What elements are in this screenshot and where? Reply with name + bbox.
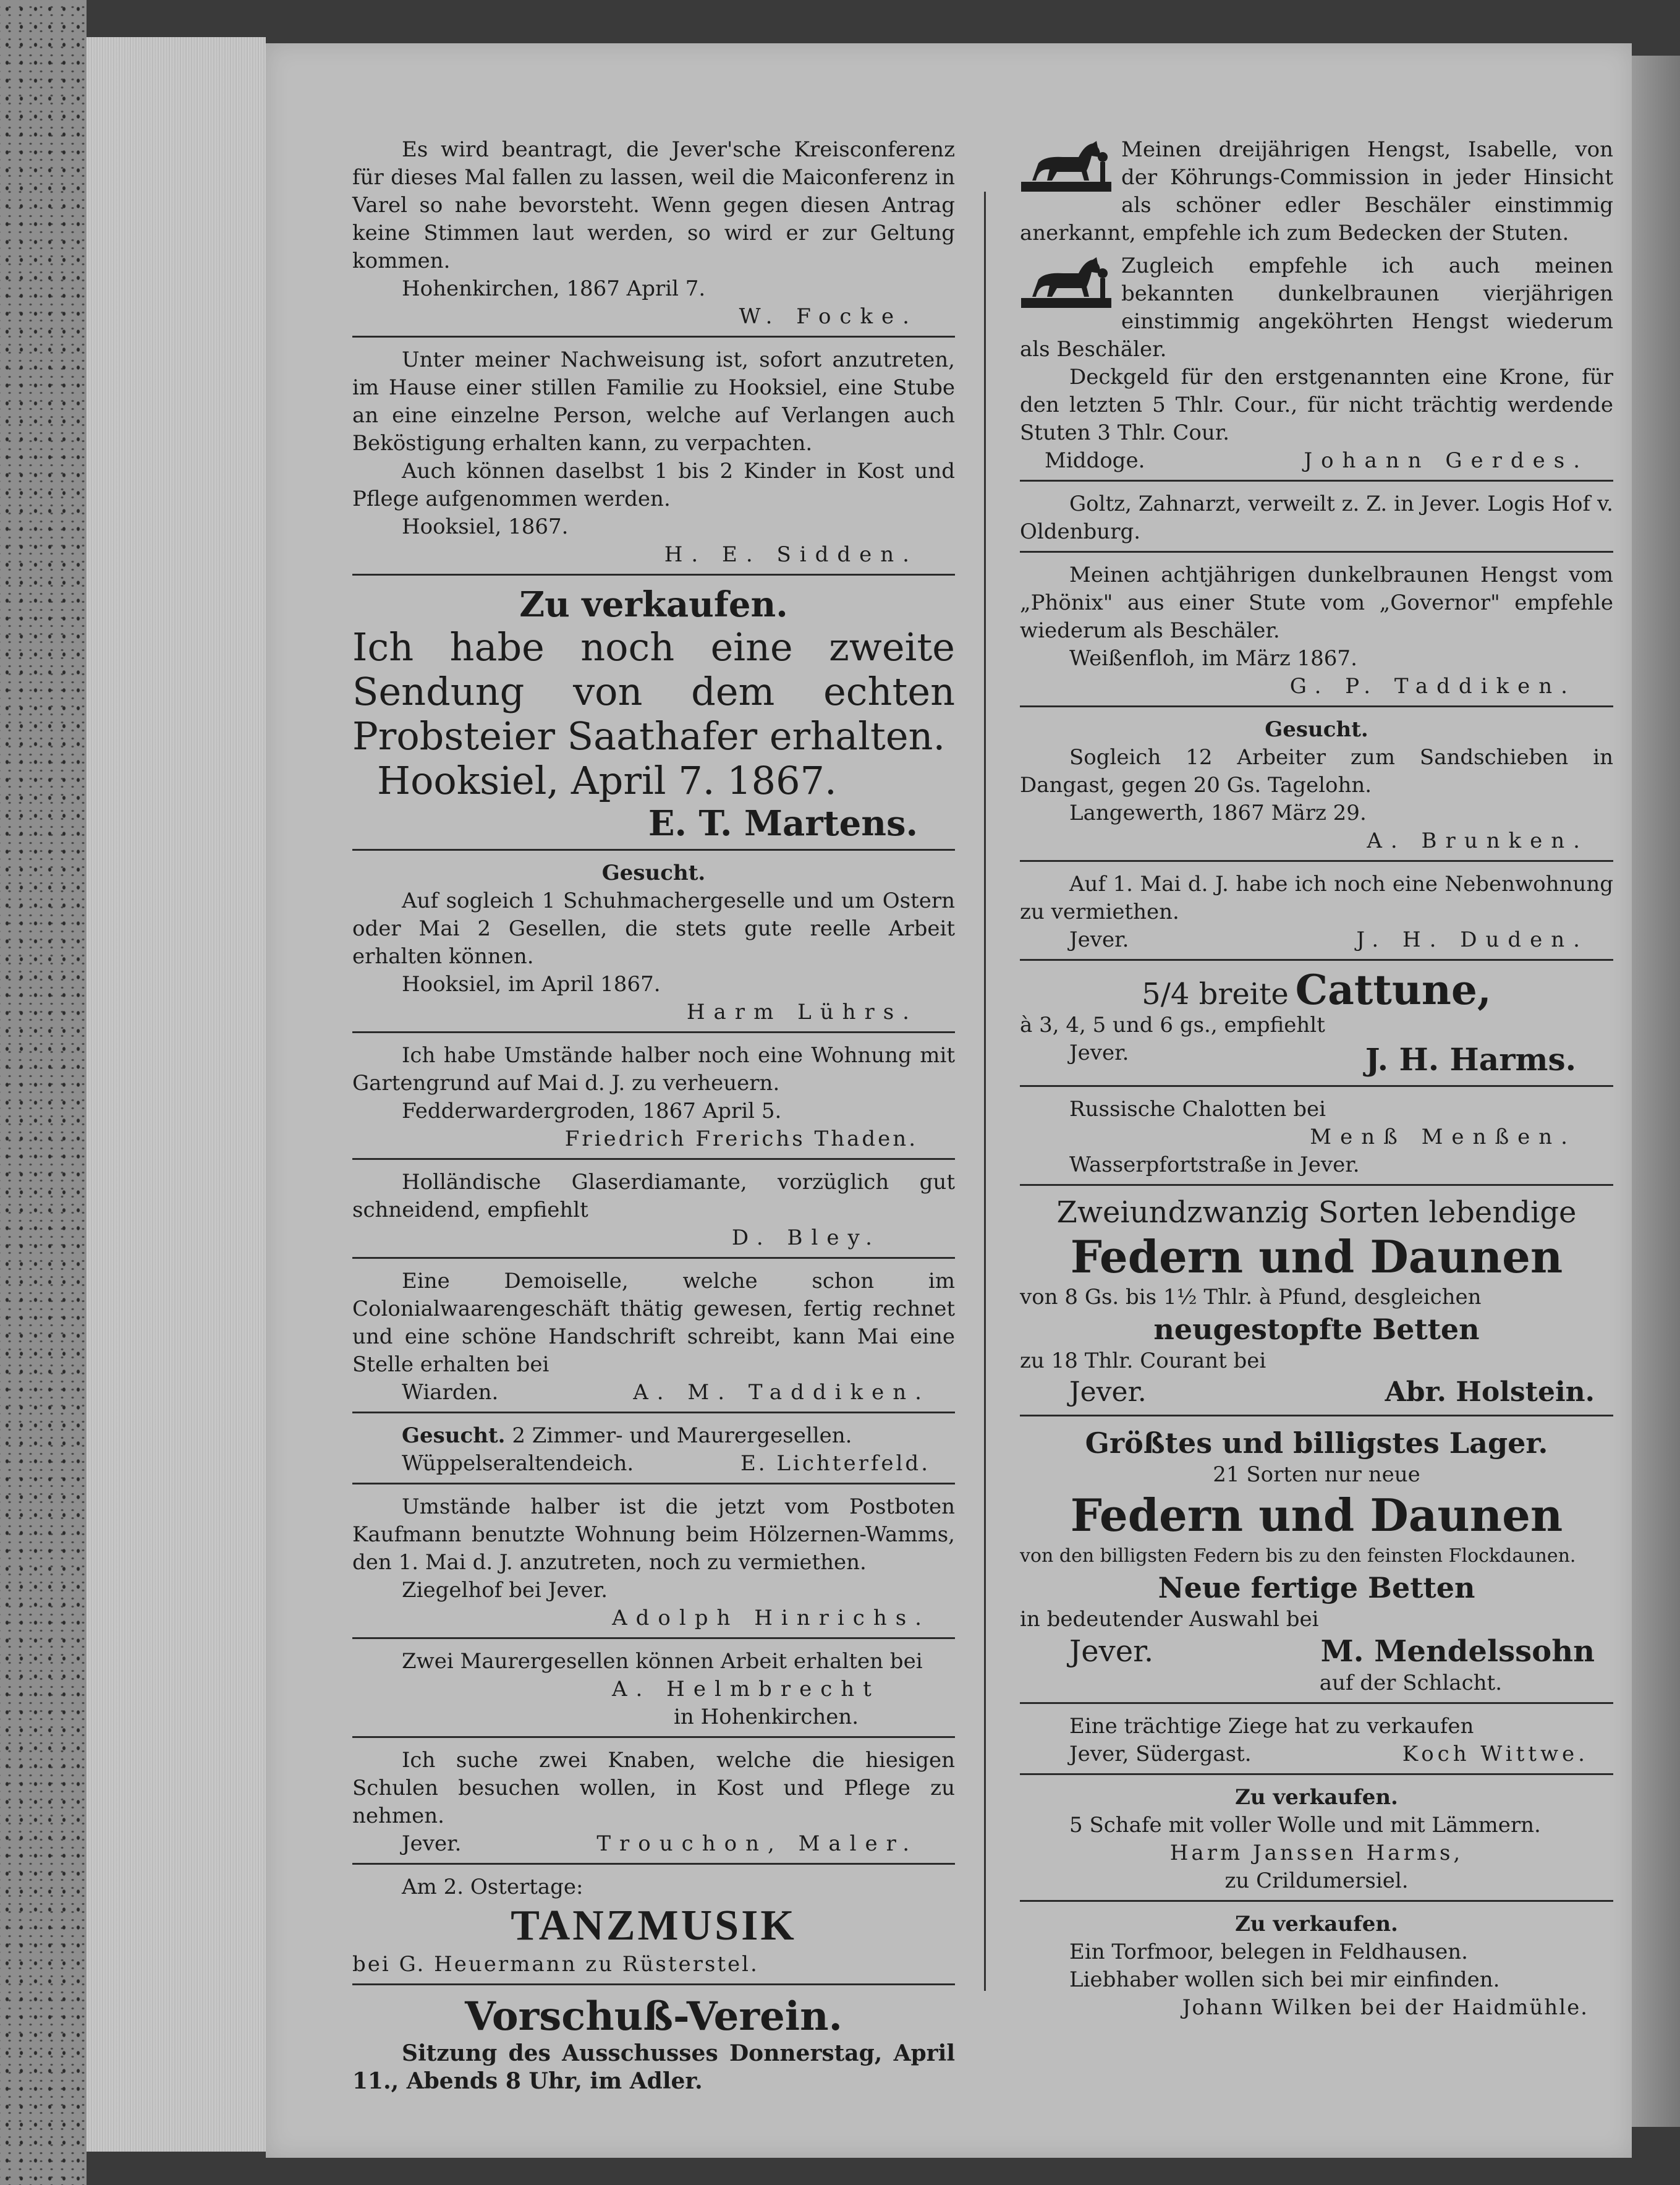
ad-place: Hohenkirchen, 1867 April 7.: [402, 276, 706, 301]
ad-signature: Menß Menßen.: [1310, 1125, 1576, 1149]
ad-maurergesellen-gesucht: [352, 1422, 955, 1478]
ad-text: 21 Sorten nur neue: [1213, 1462, 1420, 1487]
ad-maurergesellen: [352, 1648, 955, 1731]
rule: [352, 1483, 955, 1484]
ad-saathafer: [352, 584, 955, 844]
ad-signature-place: in Hohenkirchen.: [674, 1705, 859, 1729]
ad-heading: Gesucht.: [402, 1423, 506, 1448]
ad-text: à 3, 4, 5 und 6 gs., empfiehlt: [1020, 1013, 1325, 1037]
ad-text: Sitzung des Ausschusses Donnerstag, April 11., Abends 8 Uhr, im Adler.: [352, 2040, 955, 2094]
ad-text: Sogleich 12 Arbeiter zum Sandschieben in Dangast, gegen 20 Gs. Tagelohn.: [1020, 745, 1613, 798]
ad-heading: Zu verkaufen.: [1235, 1912, 1398, 1936]
ad-hengst-isabelle: [1020, 136, 1613, 475]
ad-ziege: [1020, 1713, 1613, 1768]
ad-text-3: in bedeutender Auswahl bei: [1020, 1607, 1319, 1632]
ad-place: Jever.: [1069, 1376, 1147, 1408]
ad-heading: Zu verkaufen.: [1235, 1785, 1398, 1810]
ad-heading: TANZMUSIK: [511, 1902, 797, 1949]
ad-signature: Harm Janssen Harms,: [1169, 1841, 1464, 1865]
ad-place: Middoge.: [1045, 448, 1145, 473]
ad-signature: Friedrich Frerichs Thaden.: [564, 1127, 918, 1151]
ad-text: Zwei Maurergesellen können Arbeit erhalten bei: [402, 1649, 923, 1674]
ad-heading-2: Federn und Daunen: [1070, 1489, 1563, 1541]
ad-place: Jever.: [1069, 927, 1129, 952]
ad-text: Unter meiner Nachweisung ist, sofort anzutreten, im Hause einer stillen Familie zu Hooksiel, eine Stube an eine einzelne Person, welche auf Verlangen auch Beköstigung erhalten kann, zu verpachten.: [352, 347, 955, 456]
rule: [352, 1412, 955, 1413]
ad-heading-2: Federn und Daunen: [1070, 1230, 1563, 1283]
ad-signature: J. H. Harms.: [1365, 1041, 1576, 1078]
rule: [352, 1637, 955, 1639]
ad-signature: M. Mendelssohn: [1320, 1634, 1595, 1669]
ad-text: 2 Zimmer- und Maurergesellen.: [512, 1423, 852, 1448]
ad-signature: H. E. Sidden.: [664, 542, 918, 567]
ad-text: Umstände halber ist die jetzt vom Postboten Kaufmann benutzte Wohnung beim Hölzernen-Wamms, den 1. Mai d. J. anzutreten, noch zu vermiethen.: [352, 1494, 955, 1575]
ad-signature: A. Helmbrecht: [612, 1677, 880, 1702]
ad-signature: Koch Wittwe.: [1402, 1742, 1589, 1766]
rule: [352, 336, 955, 338]
ad-heading: Größtes und billigstes Lager.: [1085, 1426, 1548, 1460]
ad-heading: Zweiundzwanzig Sorten lebendige: [1056, 1195, 1577, 1230]
ad-signature: A. Brunken.: [1367, 828, 1589, 853]
rule: [1020, 1773, 1613, 1775]
ad-text: Ich suche zwei Knaben, welche die hiesigen Schulen besuchen wollen, in Kost und Pflege zu nehmen.: [352, 1748, 955, 1828]
rule: [352, 1983, 955, 1985]
ad-heading: Cattune,: [1295, 966, 1491, 1014]
rule: [352, 1863, 955, 1865]
ad-text-2: Liebhaber wollen sich bei mir einfinden.: [1069, 1967, 1500, 1992]
ad-signature: J. H. Duden.: [1356, 927, 1589, 952]
ad-text: Goltz, Zahnarzt, verweilt z. Z. in Jever. Logis Hof v. Oldenburg.: [1020, 492, 1613, 544]
ad-heading: Zu verkaufen.: [519, 584, 788, 625]
ad-text: Eine Demoiselle, welche schon im Colonialwaarengeschäft thätig gewesen, fertig rechnet und eine schöne Handschrift schreibt, kann Mai eine Stelle erhalten bei: [352, 1269, 955, 1377]
page-edges: [87, 37, 266, 2152]
ad-tanzmusik: [352, 1873, 955, 1978]
ad-text: Auf 1. Mai d. J. habe ich noch eine Nebenwohnung zu vermiethen.: [1020, 872, 1613, 924]
ad-text: Es wird beantragt, die Jever'sche Kreisconferenz für dieses Mal fallen zu lassen, weil die Maiconferenz in Varel so nahe bevorsteht. Wenn gegen diesen Antrag keine Stimmen laut werden, so wird er zur Geltung kommen.: [352, 137, 955, 273]
ad-place: Ziegelhof bei Jever.: [402, 1578, 608, 1603]
ad-signature-place: auf der Schlacht.: [1319, 1671, 1502, 1695]
ad-place: Fedderwardergroden, 1867 April 5.: [402, 1099, 782, 1123]
ad-chalotten: [1020, 1096, 1613, 1179]
ad-signature: Harm Lührs.: [686, 1000, 918, 1024]
ad-schafe: [1020, 1784, 1613, 1895]
ad-wohnung-hoelzernen-wamms: [352, 1493, 955, 1632]
ad-cattune: [1020, 966, 1613, 1080]
ad-wohnung-garten: [352, 1042, 955, 1153]
rule: [1020, 1900, 1613, 1902]
ad-federn-mendelssohn: [1020, 1425, 1613, 1697]
ad-place: Hooksiel, 1867.: [402, 514, 569, 539]
ad-stube: [352, 346, 955, 569]
horse-icon: [1020, 138, 1113, 194]
ad-place: Jever, Südergast.: [1069, 1742, 1252, 1766]
ad-text: Ich habe Umstände halber noch eine Wohnung mit Gartengrund auf Mai d. J. zu verheuern.: [352, 1043, 955, 1096]
ad-place: Wasserpfortstraße in Jever.: [1069, 1152, 1360, 1177]
ad-text: Ich habe noch eine zweite Sendung von dem echten Probsteier Saathafer erhalten.: [352, 624, 955, 759]
ad-text: Eine trächtige Ziege hat zu verkaufen: [1069, 1714, 1474, 1739]
ad-schuhmacher: [352, 859, 955, 1026]
ad-text-3: Deckgeld für den erstgenannten eine Krone, für den letzten 5 Thlr. Cour., für nicht trächtig werdende Stuten 3 Thlr. Cour.: [1020, 365, 1613, 445]
ad-place: Wüppelseraltendeich.: [402, 1451, 634, 1476]
ad-text-2: von den billigsten Federn bis zu den feinsten Flockdaunen.: [1020, 1545, 1576, 1567]
ad-kreisconferenz: [352, 136, 955, 331]
rule: [352, 1736, 955, 1738]
ad-place: Jever.: [402, 1831, 462, 1856]
ad-place: Jever.: [1069, 1634, 1154, 1669]
rule: [1020, 480, 1613, 482]
left-column: [352, 136, 955, 2094]
rule: [1020, 860, 1613, 862]
ad-nebenwohnung: [1020, 871, 1613, 954]
ad-signature: G. P. Taddiken.: [1289, 674, 1576, 699]
right-column: [1020, 136, 1613, 2022]
ad-text: Meinen dreijährigen Hengst, Isabelle, von der Köhrungs-Commission in jeder Hinsicht als schöner edler Beschäler einstimmig anerkannt, empfehle ich zum Bedecken der Stuten.: [1020, 137, 1613, 245]
ad-federn-holstein: [1020, 1195, 1613, 1410]
facing-page-edge: [1632, 56, 1680, 2127]
column-divider: [984, 192, 986, 1991]
ad-text-2: Zugleich empfehle ich auch meinen bekannten dunkelbraunen vierjährigen einstimmig angeköhrten Hengst wiederum als Beschäler.: [1020, 253, 1613, 362]
rule: [352, 1158, 955, 1160]
ad-place: Jever.: [1069, 1041, 1129, 1065]
rule: [1020, 1415, 1613, 1416]
ad-zahnarzt-goltz: [1020, 490, 1613, 546]
ad-text: 5 Schafe mit voller Wolle und mit Lämmern.: [1069, 1813, 1541, 1838]
ad-text-2: bei G. Heuermann zu Rüsterstel.: [352, 1952, 759, 1977]
ad-glaserdiamante: [352, 1169, 955, 1252]
rule: [1020, 551, 1613, 553]
ad-signature-place: zu Crildumersiel.: [1224, 1868, 1409, 1893]
ad-heading: Gesucht.: [1265, 717, 1368, 742]
ad-demoiselle: [352, 1267, 955, 1407]
ad-arbeiter-gesucht: [1020, 716, 1613, 855]
ad-place: Hooksiel, im April 1867.: [402, 972, 661, 997]
ad-signature: Johann Wilken bei der Haidmühle.: [1182, 1995, 1589, 2020]
ad-heading: Vorschuß-Verein.: [465, 1993, 842, 2040]
ad-signature: A. M. Taddiken.: [633, 1380, 930, 1405]
ad-vorschuss-verein: [352, 1994, 955, 2095]
ad-place: Weißenfloh, im März 1867.: [1069, 646, 1357, 671]
rule: [352, 1257, 955, 1259]
ad-signature: Adolph Hinrichs.: [612, 1606, 930, 1630]
rule: [352, 849, 955, 851]
ad-text: von 8 Gs. bis 1½ Thlr. à Pfund, desgleichen: [1020, 1285, 1482, 1310]
ad-text-2: zu 18 Thlr. Courant bei: [1020, 1348, 1266, 1373]
ad-heading-3: neugestopfte Betten: [1153, 1313, 1480, 1346]
ad-hengst-phoenix: [1020, 561, 1613, 701]
horse-icon: [1020, 255, 1113, 310]
ad-text: Russische Chalotten bei: [1069, 1097, 1326, 1122]
ad-signature: Johann Gerdes.: [1304, 448, 1589, 473]
ad-signature: E. T. Martens.: [648, 803, 918, 844]
rule: [1020, 1702, 1613, 1704]
ad-signature: D. Bley.: [731, 1225, 881, 1250]
ad-text-2: Auch können daselbst 1 bis 2 Kinder in Kost und Pflege aufgenommen werden.: [352, 459, 955, 511]
rule: [1020, 1085, 1613, 1087]
book-spine: [0, 0, 87, 2185]
rule: [1020, 1184, 1613, 1186]
ad-signature: Abr. Holstein.: [1385, 1376, 1595, 1408]
ad-place: Hooksiel, April 7. 1867.: [377, 758, 837, 803]
rule: [352, 1031, 955, 1033]
ad-place: Wiarden.: [402, 1380, 499, 1405]
ad-torfmoor: [1020, 1910, 1613, 2022]
ad-text: Am 2. Ostertage:: [402, 1875, 583, 1899]
ad-text: Holländische Glaserdiamante, vorzüglich gut schneidend, empfiehlt: [352, 1170, 955, 1222]
ad-knaben: [352, 1747, 955, 1858]
rule: [352, 574, 955, 576]
ad-signature: Trouchon, Maler.: [596, 1831, 918, 1856]
ad-place: Langewerth, 1867 März 29.: [1069, 801, 1367, 825]
ad-heading: Gesucht.: [601, 861, 706, 885]
ad-text: Auf sogleich 1 Schuhmachergeselle und um Ostern oder Mai 2 Gesellen, die stets gute reelle Arbeit erhalten können.: [352, 888, 955, 969]
ad-signature: W. Focke.: [739, 304, 918, 329]
rule: [1020, 705, 1613, 707]
ad-heading-3: Neue fertige Betten: [1158, 1571, 1475, 1604]
ad-text: Ein Torfmoor, belegen in Feldhausen.: [1069, 1940, 1468, 1964]
ad-text-pre: 5/4 breite: [1142, 977, 1289, 1012]
rule: [1020, 959, 1613, 961]
ad-signature: E. Lichterfeld.: [740, 1451, 930, 1476]
ad-text: Meinen achtjährigen dunkelbraunen Hengst vom „Phönix" aus einer Stute vom „Governor" empfehle wiederum als Beschäler.: [1020, 563, 1613, 643]
